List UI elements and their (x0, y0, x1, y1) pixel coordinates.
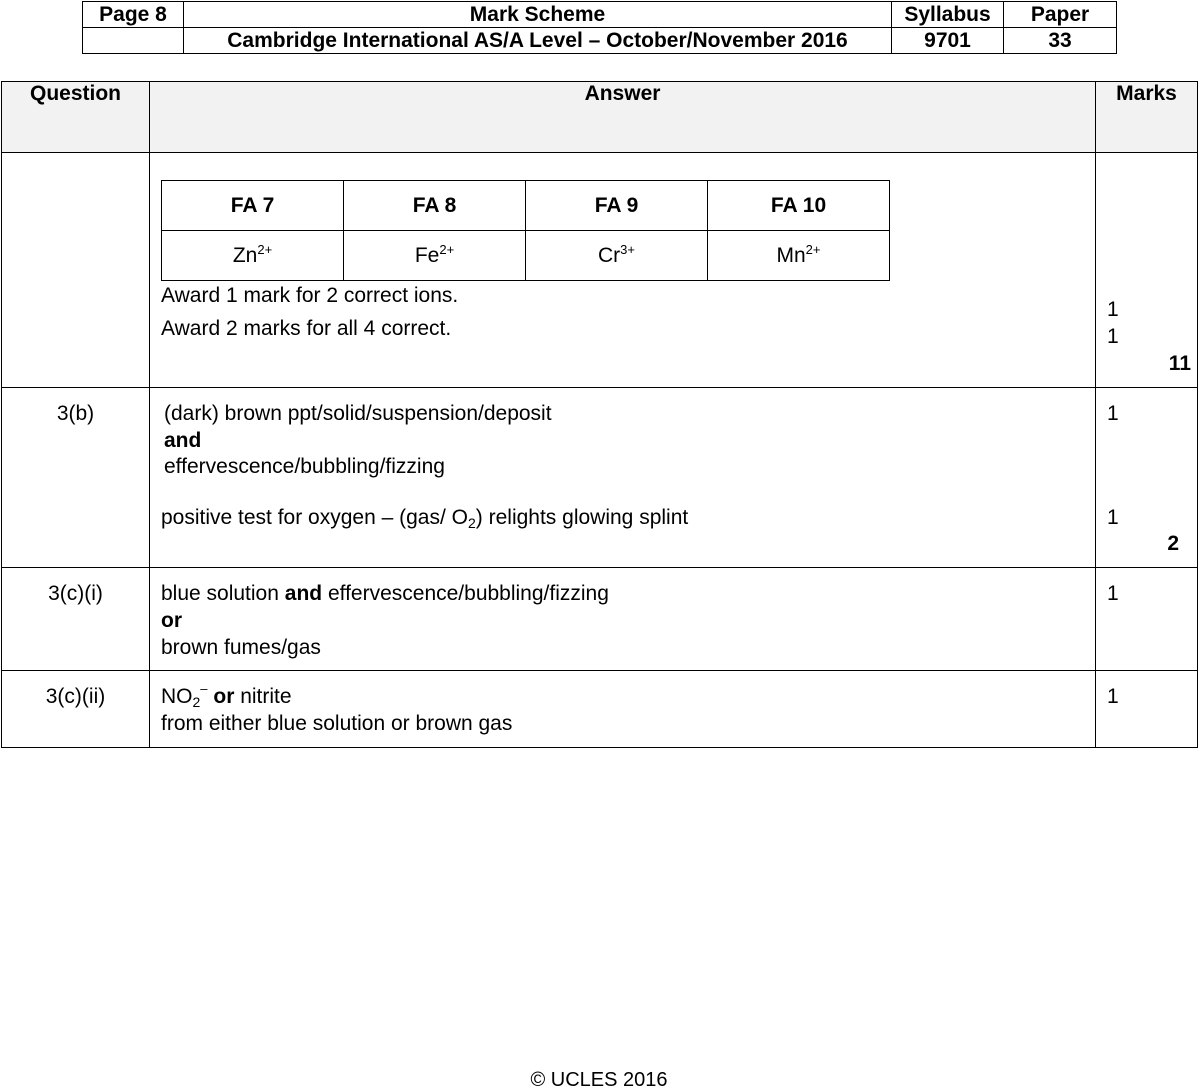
syllabus-code: 9701 (892, 28, 1004, 54)
question-cell: 3(c)(i) (2, 568, 150, 671)
ion-cell: $Mn^{2+}$ (708, 231, 890, 281)
mark-value: 1 (1107, 582, 1119, 605)
answer-text: blue solution and effervescence/bubbling/fizzing (161, 582, 609, 605)
answer-cell (150, 568, 1096, 671)
answer-text: brown fumes/gas (161, 636, 321, 659)
paper-label: Paper (1004, 2, 1117, 28)
mark-total: 11 (1168, 352, 1191, 375)
ion-cell: $Cr^{3+}$ (526, 231, 708, 281)
empty-cell (83, 28, 184, 54)
ions-header: FA 9 (526, 181, 708, 231)
marks-cell (1096, 388, 1198, 568)
answer-cell (150, 153, 1096, 388)
question-cell (2, 153, 150, 388)
ions-header: FA 7 (162, 181, 344, 231)
answer-text: from either blue solution or brown gas (161, 712, 513, 735)
answer-text: positive test for oxygen – (gas/ $O_2$) relights glowing splint (161, 506, 689, 531)
answer-text: Award 1 mark for 2 correct ions. (161, 284, 459, 307)
table-row (2, 671, 1198, 748)
mark-total: 2 (1167, 532, 1179, 555)
answer-text: (dark) brown ppt/solid/suspension/deposit (164, 402, 552, 425)
mark-scheme-table (1, 81, 1198, 748)
answer-connector: or (161, 609, 182, 632)
mark-value: 1 (1107, 506, 1119, 529)
ion-cell: $Fe^{2+}$ (344, 231, 526, 281)
table-row (2, 568, 1198, 671)
marks-cell (1096, 671, 1198, 748)
table-row (2, 153, 1198, 388)
header-table (82, 1, 1117, 54)
answer-text: $NO_2^-$ or nitrite (161, 681, 292, 710)
ions-table (161, 180, 890, 281)
document-title: Mark Scheme (184, 2, 892, 28)
marks-cell (1096, 153, 1198, 388)
answer-cell (150, 671, 1096, 748)
marks-column-header: Marks (1096, 82, 1198, 153)
page-label: Page 8 (83, 2, 184, 28)
mark-value: 1 (1107, 685, 1119, 708)
marks-cell (1096, 568, 1198, 671)
paper-number: 33 (1004, 28, 1117, 54)
ion-cell: $Zn^{2+}$ (162, 231, 344, 281)
mark-value: 1 (1107, 402, 1119, 425)
exam-name: Cambridge International AS/A Level – October/November 2016 (184, 28, 892, 54)
question-cell: 3(c)(ii) (2, 671, 150, 748)
syllabus-label: Syllabus (892, 2, 1004, 28)
mark-value: 1 (1107, 325, 1119, 348)
question-cell: 3(b) (2, 388, 150, 568)
ions-header: FA 8 (344, 181, 526, 231)
answer-connector: and (164, 429, 202, 452)
mark-value: 1 (1107, 298, 1119, 321)
answer-column-header: Answer (150, 82, 1096, 153)
answer-text: Award 2 marks for all 4 correct. (161, 317, 452, 340)
answer-text: effervescence/bubbling/fizzing (164, 455, 445, 478)
question-column-header: Question (2, 82, 150, 153)
table-row (2, 388, 1198, 568)
answer-cell (150, 388, 1096, 568)
ions-header: FA 10 (708, 181, 890, 231)
copyright-footer: © UCLES 2016 (530, 1069, 668, 1091)
